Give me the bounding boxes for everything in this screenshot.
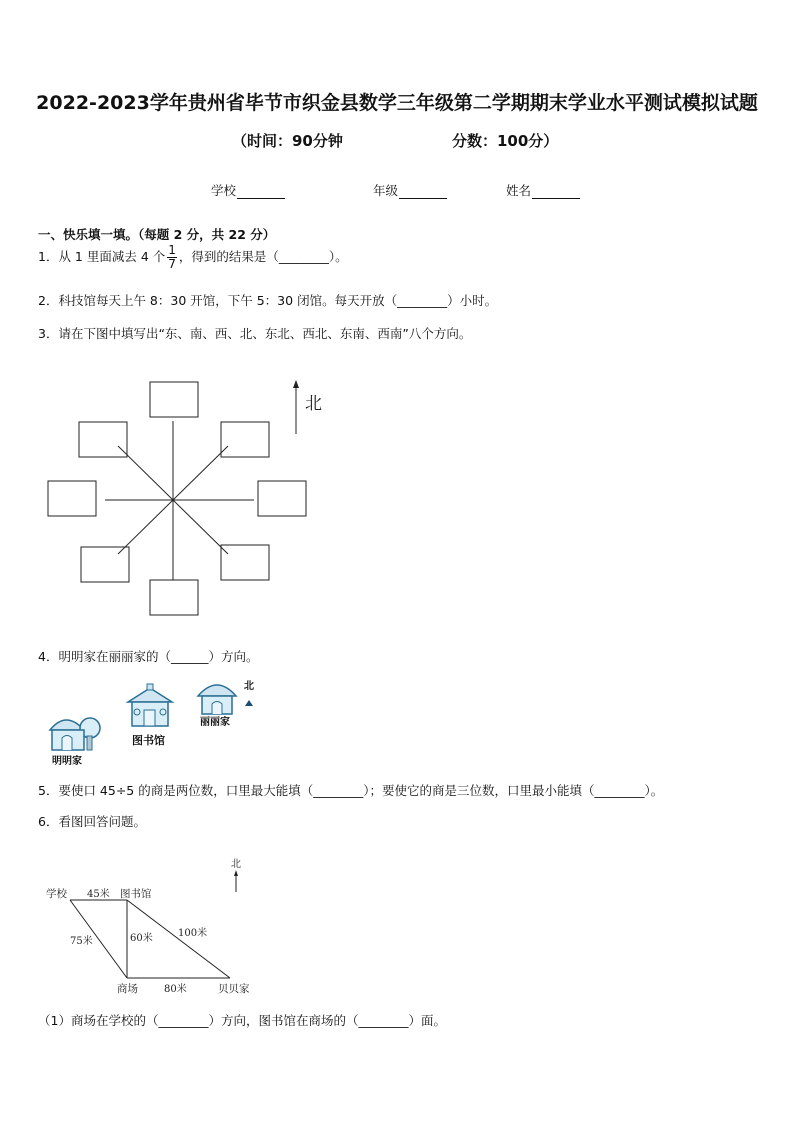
lili-label: 丽丽家 <box>200 717 230 728</box>
question-1 <box>38 244 348 271</box>
fraction-denominator: 7 <box>168 257 176 271</box>
answer-box-east[interactable] <box>258 481 306 516</box>
answer-box-southeast[interactable] <box>221 545 269 580</box>
fraction-numerator: 1 <box>168 243 176 257</box>
question-2: 2．科技馆每天上午 8：30 开馆，下午 5：30 闭馆。每天开放（________）小时。 <box>38 293 498 308</box>
lili-house-icon <box>198 685 236 714</box>
name-blank[interactable] <box>532 186 580 199</box>
time-label: （时间：90分钟 <box>232 132 343 150</box>
north-label: 北 <box>305 394 322 414</box>
mall-label: 商场 <box>117 983 138 995</box>
answer-box-south[interactable] <box>150 580 198 615</box>
score-label: 分数：100分） <box>452 132 559 150</box>
distance-school-library: 45米 <box>87 889 110 900</box>
page-title: 2022-2023学年贵州省毕节市织金县数学三年级第二学期期末学业水平测试模拟试题 <box>36 92 758 114</box>
north-label: 北 <box>231 859 241 870</box>
school-blank[interactable] <box>237 186 285 199</box>
question-3: 3．请在下图中填写出“东、南、西、北、东北、西北、东南、西南”八个方向。 <box>38 326 472 341</box>
north-label: 北 <box>244 681 254 692</box>
question-4: 4．明明家在丽丽家的（______）方向。 <box>38 649 259 664</box>
houses-picture <box>40 672 280 772</box>
mingming-house-icon <box>50 718 100 750</box>
distance-school-mall: 75米 <box>70 936 93 947</box>
section-heading: 一、快乐填一填。（每题 2 分，共 22 分） <box>38 227 276 242</box>
question-6-part-1: （1）商场在学校的（________）方向，图书馆在商场的（________）面。 <box>38 1013 446 1028</box>
beibei-label: 贝贝家 <box>218 983 250 995</box>
grade-blank[interactable] <box>399 186 447 199</box>
distance-library-beibei: 100米 <box>178 928 208 939</box>
grade-label: 年级 <box>373 183 399 198</box>
distance-library-mall: 60米 <box>130 933 153 944</box>
answer-box-southwest[interactable] <box>81 547 129 582</box>
mingming-label: 明明家 <box>52 756 82 767</box>
north-arrow-icon <box>245 700 253 706</box>
compass-diagram <box>40 370 340 622</box>
question-5: 5．要使口 45÷5 的商是两位数，口里最大能填（________）；要使它的商是三位数，口里最小能填（________）。 <box>38 783 664 798</box>
north-arrow-icon <box>293 380 299 388</box>
library-label: 图书馆 <box>132 734 165 747</box>
library-label: 图书馆 <box>120 888 152 900</box>
north-arrow-icon <box>234 870 238 876</box>
school-field[interactable] <box>211 181 285 199</box>
map-diagram <box>40 852 290 1002</box>
answer-box-northeast[interactable] <box>221 422 269 457</box>
q1-text-post: ，得到的结果是（________）。 <box>178 249 348 264</box>
q1-text-pre: 1．从 1 里面减去 4 个 <box>38 249 166 264</box>
grade-field[interactable] <box>373 181 447 199</box>
school-label: 学校 <box>211 183 237 198</box>
name-label: 姓名 <box>506 183 532 198</box>
distance-mall-beibei: 80米 <box>164 984 187 995</box>
name-field[interactable] <box>506 181 580 199</box>
library-house-icon <box>128 684 172 726</box>
answer-box-west[interactable] <box>48 481 96 516</box>
question-6: 6．看图回答问题。 <box>38 814 146 829</box>
answer-box-northwest[interactable] <box>79 422 127 457</box>
fraction <box>167 244 177 271</box>
school-label: 学校 <box>46 888 67 900</box>
answer-box-north[interactable] <box>150 382 198 417</box>
